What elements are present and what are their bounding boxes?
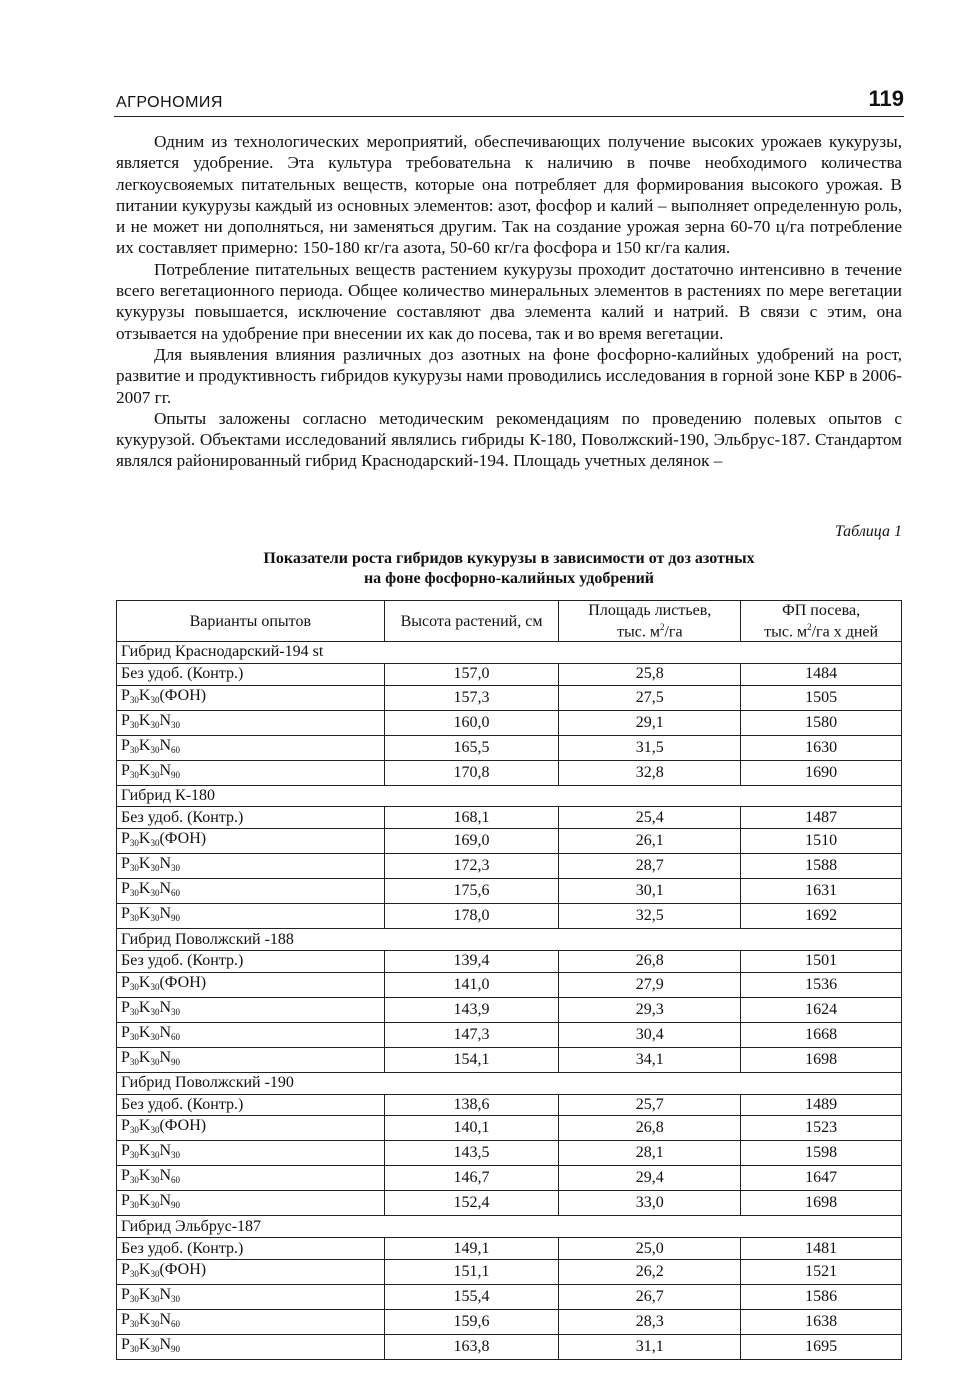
fp-cell: 1624	[741, 997, 902, 1022]
table-row	[117, 1309, 902, 1334]
group-header-row	[117, 929, 902, 951]
leaf-area-cell: 26,2	[559, 1259, 741, 1284]
table-row	[117, 1334, 902, 1359]
leaf-area-cell: 30,1	[559, 879, 741, 904]
fp-cell: 1598	[741, 1141, 902, 1166]
fp-cell: 1690	[741, 760, 902, 785]
variant-cell: $P_{30}K_{30}N_{30}$	[117, 1141, 385, 1166]
leaf-area-cell: 26,8	[559, 1116, 741, 1141]
table-row	[117, 710, 902, 735]
variant-cell: $P_{30}K_{30}(ФОН)$	[117, 1116, 385, 1141]
height-cell: 157,3	[384, 685, 559, 710]
fp-cell: 1536	[741, 972, 902, 997]
table-caption: Таблица 1	[834, 523, 902, 540]
variant-cell: Без удоб. (Контр.)	[117, 807, 385, 829]
height-cell: 143,5	[384, 1141, 559, 1166]
paragraph: Одним из технологических мероприятий, обеспечивающих получение высоких урожаев кукурузы, является удобрение. Эта культура требовательна к наличию в почве необходимого количества легкоусвояемых питательных веществ, которые она потребляет для формирования высокого урожая. В питании кукурузы каждый из основных элементов: азот, фосфор и калий – выполняет определенную роль, и не может ни дополняться, ни заменяться другим. Так на создание урожая зерна 60-70 ц/га потребление их составляет примерно: 150-180 кг/га азота, 50-60 кг/га фосфора и 150 кг/га калия.	[116, 132, 902, 258]
leaf-area-cell: 30,4	[559, 1022, 741, 1047]
height-cell: 139,4	[384, 950, 559, 972]
height-cell: 168,1	[384, 807, 559, 829]
height-cell: 141,0	[384, 972, 559, 997]
group-name: Гибрид Поволжский -188	[117, 929, 902, 951]
group-header-row	[117, 785, 902, 807]
height-cell: 147,3	[384, 1022, 559, 1047]
page-number: 119	[868, 86, 904, 111]
height-cell: 178,0	[384, 904, 559, 929]
height-cell: 165,5	[384, 735, 559, 760]
fp-cell: 1631	[741, 879, 902, 904]
variant-cell: $P_{30}K_{30}N_{60}$	[117, 1022, 385, 1047]
group-name: Гибрид Эльбрус-187	[117, 1216, 902, 1238]
leaf-area-cell: 28,7	[559, 854, 741, 879]
paragraph: Потребление питательных веществ растением кукурузы проходит достаточно интенсивно в течение всего вегетационного периода. Общее количество минеральных элементов в растениях по мере вегетации кукурузы повышается, исключение составляют два элемента калий и натрий. В связи с этим, она отзывается на удобрение при внесении их как до посева, так и во время вегетации.	[116, 259, 902, 343]
leaf-area-cell: 33,0	[559, 1191, 741, 1216]
leaf-area-cell: 29,3	[559, 997, 741, 1022]
fp-cell: 1481	[741, 1238, 902, 1260]
leaf-area-cell: 25,4	[559, 807, 741, 829]
variant-cell: $P_{30}K_{30}N_{90}$	[117, 1191, 385, 1216]
height-cell: 163,8	[384, 1334, 559, 1359]
group-header-row	[117, 642, 902, 664]
leaf-area-cell: 25,8	[559, 663, 741, 685]
fp-cell: 1523	[741, 1116, 902, 1141]
variant-cell: $P_{30}K_{30}N_{90}$	[117, 904, 385, 929]
header-height: Высота растений, см	[384, 601, 559, 642]
leaf-area-cell: 26,1	[559, 829, 741, 854]
leaf-area-cell: 27,5	[559, 685, 741, 710]
fp-cell: 1698	[741, 1191, 902, 1216]
height-cell: 157,0	[384, 663, 559, 685]
variant-cell: Без удоб. (Контр.)	[117, 950, 385, 972]
fp-cell: 1695	[741, 1334, 902, 1359]
variant-cell: $P_{30}K_{30}N_{30}$	[117, 710, 385, 735]
header-photosynthetic-potential: ФП посева, тыс. $м^2/га$ х дней	[741, 601, 902, 642]
table-header-row	[117, 601, 902, 642]
variant-cell: $P_{30}K_{30}N_{90}$	[117, 1334, 385, 1359]
fp-cell: 1505	[741, 685, 902, 710]
group-header-row	[117, 1216, 902, 1238]
variant-cell: $P_{30}K_{30}N_{60}$	[117, 879, 385, 904]
table-row	[117, 904, 902, 929]
table-row	[117, 1047, 902, 1072]
leaf-area-cell: 28,1	[559, 1141, 741, 1166]
fp-cell: 1489	[741, 1094, 902, 1116]
leaf-area-cell: 28,3	[559, 1309, 741, 1334]
variant-cell: Без удоб. (Контр.)	[117, 1094, 385, 1116]
paragraph: Опыты заложены согласно методическим рекомендациям по проведению полевых опытов с кукурузой. Объектами исследований являлись гибриды К-180, Поволжский-190, Эльбрус-187. Стандартом являлся районированный гибрид Краснодарский-194. Площадь учетных делянок –	[116, 408, 902, 471]
height-cell: 140,1	[384, 1116, 559, 1141]
variant-cell: $P_{30}K_{30}N_{60}$	[117, 1166, 385, 1191]
leaf-area-cell: 27,9	[559, 972, 741, 997]
variant-cell: $P_{30}K_{30}N_{30}$	[117, 997, 385, 1022]
variant-cell: $P_{30}K_{30}(ФОН)$	[117, 829, 385, 854]
variant-cell: $P_{30}K_{30}N_{60}$	[117, 1309, 385, 1334]
table-row	[117, 760, 902, 785]
variant-cell: $P_{30}K_{30}N_{30}$	[117, 1284, 385, 1309]
height-cell: 149,1	[384, 1238, 559, 1260]
fp-cell: 1668	[741, 1022, 902, 1047]
fp-cell: 1510	[741, 829, 902, 854]
table-row	[117, 879, 902, 904]
table-row	[117, 1141, 902, 1166]
table-row	[117, 1284, 902, 1309]
fp-cell: 1484	[741, 663, 902, 685]
table-row	[117, 807, 902, 829]
fp-cell: 1638	[741, 1309, 902, 1334]
leaf-area-cell: 34,1	[559, 1047, 741, 1072]
leaf-area-cell: 25,7	[559, 1094, 741, 1116]
table-title	[116, 549, 902, 589]
variant-cell: $P_{30}K_{30}(ФОН)$	[117, 685, 385, 710]
variant-cell: Без удоб. (Контр.)	[117, 663, 385, 685]
variant-cell: $P_{30}K_{30}N_{90}$	[117, 1047, 385, 1072]
fp-cell: 1580	[741, 710, 902, 735]
leaf-area-cell: 31,1	[559, 1334, 741, 1359]
table-row	[117, 1191, 902, 1216]
variant-cell: Без удоб. (Контр.)	[117, 1238, 385, 1260]
fp-cell: 1586	[741, 1284, 902, 1309]
table-title-line: Показатели роста гибридов кукурузы в зависимости от доз азотных	[263, 550, 755, 567]
paragraph: Для выявления влияния различных доз азотных на фоне фосфорно-калийных удобрений на рост, развитие и продуктивность гибридов кукурузы нами проводились исследования в горной зоне КБР в 2006-2007 гг.	[116, 344, 902, 407]
section-title: АГРОНОМИЯ	[116, 94, 223, 111]
table-title-line: на фоне фосфорно-калийных удобрений	[363, 570, 655, 587]
leaf-area-cell: 31,5	[559, 735, 741, 760]
height-cell: 169,0	[384, 829, 559, 854]
fp-cell: 1647	[741, 1166, 902, 1191]
variant-cell: $P_{30}K_{30}N_{90}$	[117, 760, 385, 785]
table-row	[117, 854, 902, 879]
height-cell: 172,3	[384, 854, 559, 879]
group-name: Гибрид Поволжский -190	[117, 1072, 902, 1094]
variant-cell: $P_{30}K_{30}N_{60}$	[117, 735, 385, 760]
height-cell: 146,7	[384, 1166, 559, 1191]
group-name: Гибрид Краснодарский-194 st	[117, 642, 902, 664]
variant-cell: $P_{30}K_{30}(ФОН)$	[117, 1259, 385, 1284]
table-row	[117, 1166, 902, 1191]
fp-cell: 1501	[741, 950, 902, 972]
table-row	[117, 1022, 902, 1047]
header-leaf-area: Площадь листьев, тыс. $м^2/га$	[559, 601, 741, 642]
fp-cell: 1588	[741, 854, 902, 879]
height-cell: 160,0	[384, 710, 559, 735]
height-cell: 151,1	[384, 1259, 559, 1284]
data-table	[116, 600, 902, 1360]
table-row	[117, 1094, 902, 1116]
table-row	[117, 663, 902, 685]
leaf-area-cell: 29,1	[559, 710, 741, 735]
height-cell: 175,6	[384, 879, 559, 904]
fp-cell: 1692	[741, 904, 902, 929]
fp-cell: 1521	[741, 1259, 902, 1284]
fp-cell: 1630	[741, 735, 902, 760]
height-cell: 138,6	[384, 1094, 559, 1116]
table-row	[117, 1238, 902, 1260]
table-row	[117, 1259, 902, 1284]
table-row	[117, 950, 902, 972]
table-row	[117, 735, 902, 760]
group-name: Гибрид К-180	[117, 785, 902, 807]
table-row	[117, 972, 902, 997]
leaf-area-cell: 32,5	[559, 904, 741, 929]
table-row	[117, 829, 902, 854]
table-row	[117, 1116, 902, 1141]
leaf-area-cell: 32,8	[559, 760, 741, 785]
leaf-area-cell: 26,8	[559, 950, 741, 972]
leaf-area-cell: 25,0	[559, 1238, 741, 1260]
height-cell: 155,4	[384, 1284, 559, 1309]
variant-cell: $P_{30}K_{30}(ФОН)$	[117, 972, 385, 997]
table-row	[117, 997, 902, 1022]
table-body	[117, 642, 902, 1360]
article-body	[116, 131, 902, 472]
group-header-row	[117, 1072, 902, 1094]
variant-cell: $P_{30}K_{30}N_{30}$	[117, 854, 385, 879]
table-row	[117, 685, 902, 710]
page-header	[114, 88, 904, 117]
height-cell: 154,1	[384, 1047, 559, 1072]
header-variants: Варианты опытов	[117, 601, 385, 642]
height-cell: 143,9	[384, 997, 559, 1022]
fp-cell: 1487	[741, 807, 902, 829]
height-cell: 159,6	[384, 1309, 559, 1334]
height-cell: 170,8	[384, 760, 559, 785]
fp-cell: 1698	[741, 1047, 902, 1072]
leaf-area-cell: 29,4	[559, 1166, 741, 1191]
height-cell: 152,4	[384, 1191, 559, 1216]
leaf-area-cell: 26,7	[559, 1284, 741, 1309]
